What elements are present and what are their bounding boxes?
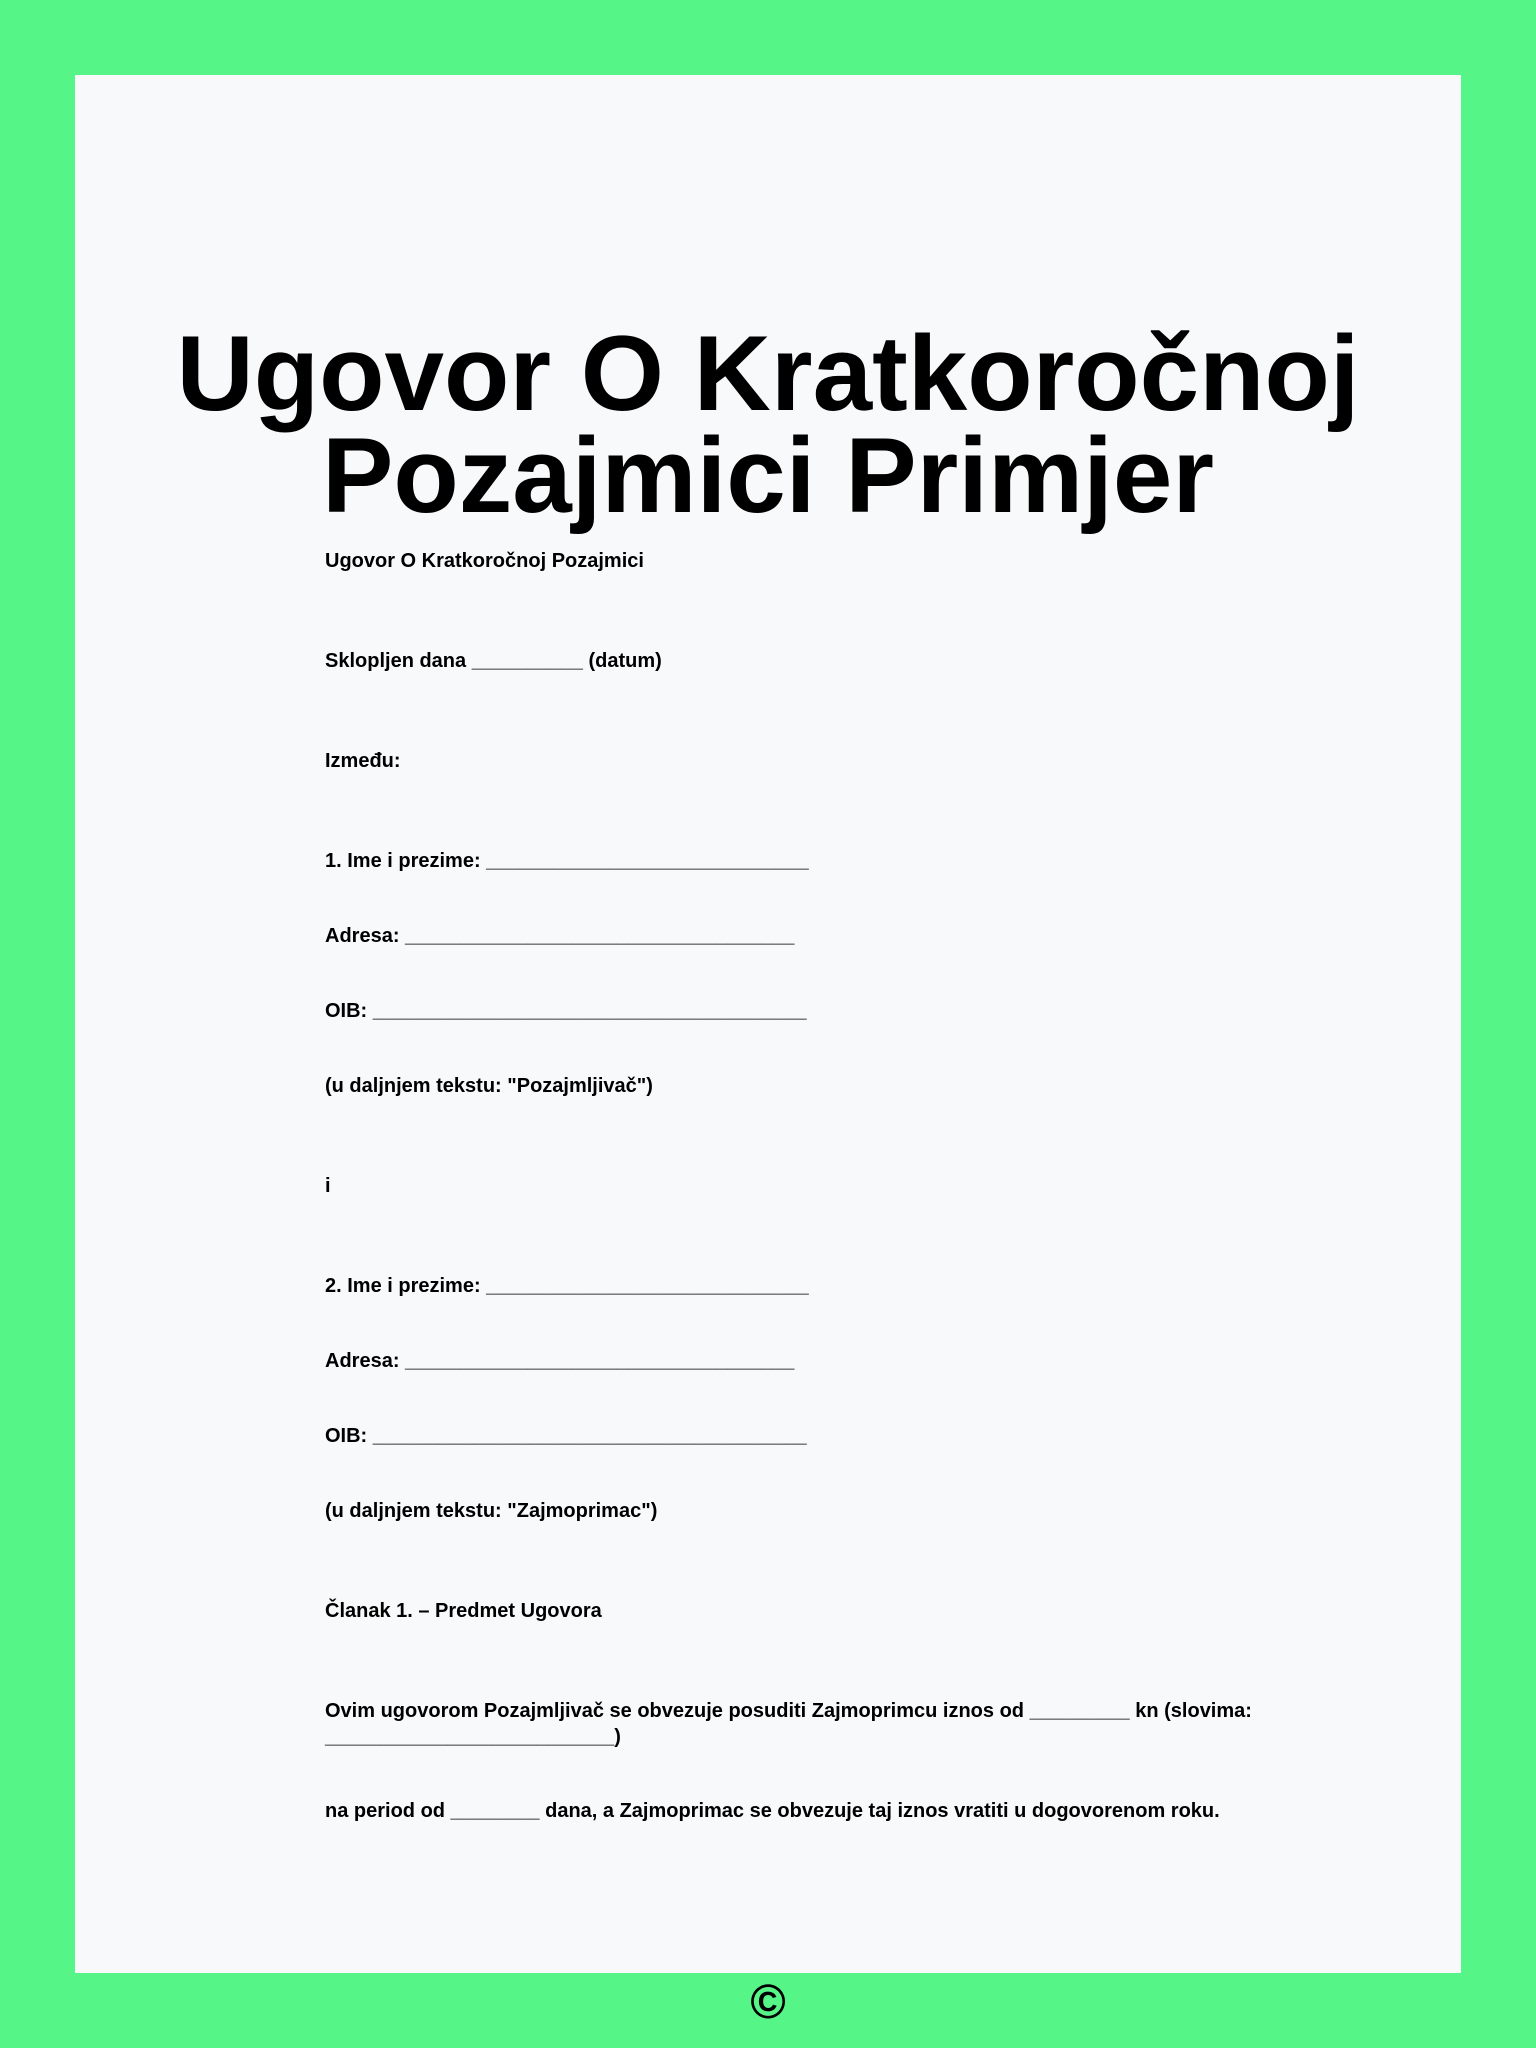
party2-address: Adresa: ___________________________________ xyxy=(325,1350,795,1372)
party1-name: 1. Ime i prezime: _____________________________ xyxy=(325,850,809,872)
title-line-2: Pozajmici Primjer xyxy=(321,415,1215,535)
party2-role: (u daljnjem tekstu: "Zajmoprimac") xyxy=(325,1500,658,1522)
document-title xyxy=(75,313,1461,535)
date-line: Sklopljen dana __________ (datum) xyxy=(325,650,662,672)
party1-oib: OIB: _______________________________________ xyxy=(325,1000,807,1022)
between-label: Između: xyxy=(325,750,401,772)
article-1-text-line-2: __________________________) xyxy=(325,1726,621,1748)
party2-oib: OIB: _______________________________________ xyxy=(325,1425,807,1447)
article-1-heading: Članak 1. – Predmet Ugovora xyxy=(325,1600,602,1622)
article-1-text-line-3: na period od ________ dana, a Zajmoprimac se obvezuje taj iznos vratiti u dogovorenom roku. xyxy=(325,1800,1220,1822)
title-line-1: Ugovor O Kratkoročnoj xyxy=(176,313,1360,433)
party2-name: 2. Ime i prezime: _____________________________ xyxy=(325,1275,809,1297)
and-label: i xyxy=(325,1175,331,1197)
article-1-text-line-1: Ovim ugovorom Pozajmljivač se obvezuje posuditi Zajmoprimcu iznos od _________ kn (slovima: xyxy=(325,1700,1252,1722)
document-page xyxy=(75,75,1461,2029)
party1-role: (u daljnjem tekstu: "Pozajmljivač") xyxy=(325,1075,653,1097)
copyright-icon: © xyxy=(750,1976,786,2029)
contract-heading: Ugovor O Kratkoročnoj Pozajmici xyxy=(325,550,644,572)
party1-address: Adresa: ___________________________________ xyxy=(325,925,795,947)
